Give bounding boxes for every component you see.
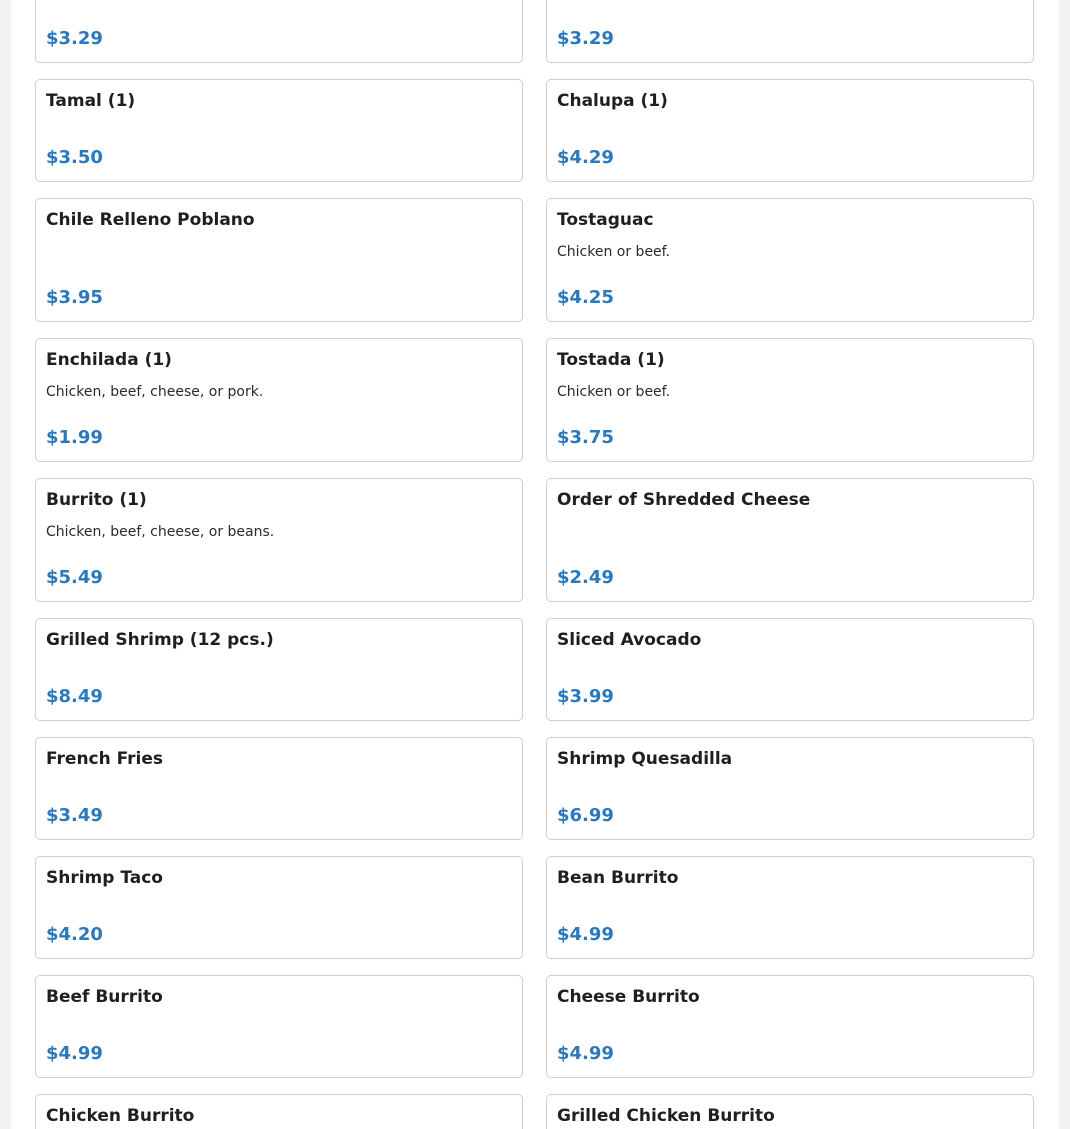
menu-item-name: Grilled Chicken Burrito: [557, 1106, 775, 1126]
menu-item-card[interactable]: [35, 737, 523, 840]
menu-item-price: $2.49: [557, 567, 614, 588]
menu-item-price: $3.49: [46, 805, 103, 826]
menu-item-description: Chicken, beef, cheese, or beans.: [46, 524, 275, 540]
menu-item-name: Tostada (1): [557, 350, 665, 370]
menu-item-name: Chile Relleno Poblano: [46, 210, 255, 230]
menu-item-name: Tostaguac: [557, 210, 654, 230]
menu-item-card[interactable]: [546, 856, 1034, 959]
menu-item-card[interactable]: [546, 618, 1034, 721]
menu-item-card[interactable]: [35, 1094, 523, 1129]
menu-item-name: Tamal (1): [46, 91, 136, 111]
menu-item-name: Beef Burrito: [46, 987, 163, 1007]
menu-item-name: Burrito (1): [46, 490, 147, 510]
menu-item-name: Chalupa (1): [557, 91, 668, 111]
menu-item-name: Chicken Burrito: [46, 1106, 195, 1126]
menu-grid: [35, 0, 1034, 1129]
menu-item-card[interactable]: [546, 198, 1034, 322]
menu-item-price: $3.29: [557, 28, 614, 49]
menu-item-price: $6.99: [557, 805, 614, 826]
menu-item-price: $3.75: [557, 427, 614, 448]
menu-item-price: $1.99: [46, 427, 103, 448]
menu-item-card[interactable]: [546, 1094, 1034, 1129]
menu-item-card[interactable]: [546, 975, 1034, 1078]
menu-item-card[interactable]: [35, 198, 523, 322]
menu-item-name: Order of Shredded Cheese: [557, 490, 811, 510]
menu-item-price: $4.25: [557, 287, 614, 308]
menu-item-name: Grilled Shrimp (12 pcs.): [46, 630, 274, 650]
menu-item-price: $4.99: [557, 1043, 614, 1064]
menu-item-card[interactable]: [35, 79, 523, 182]
menu-item-price: $4.20: [46, 924, 103, 945]
menu-item-price: $4.29: [557, 147, 614, 168]
menu-item-card[interactable]: [35, 618, 523, 721]
menu-item-description: Chicken, beef, cheese, or pork.: [46, 384, 264, 400]
menu-item-card[interactable]: [546, 478, 1034, 602]
menu-item-card[interactable]: [546, 79, 1034, 182]
menu-item-name: French Fries: [46, 749, 164, 769]
menu-item-card[interactable]: [35, 856, 523, 959]
menu-item-price: $4.99: [557, 924, 614, 945]
menu-item-price: $8.49: [46, 686, 103, 707]
menu-item-description: Chicken or beef.: [557, 384, 671, 400]
menu-item-price: $5.49: [46, 567, 103, 588]
menu-item-description: Chicken or beef.: [557, 244, 671, 260]
menu-item-card[interactable]: [35, 975, 523, 1078]
menu-page: [11, 0, 1059, 1129]
menu-item-name: Shrimp Taco: [46, 868, 163, 888]
menu-item-price: $3.99: [557, 686, 614, 707]
menu-item-price: $3.50: [46, 147, 103, 168]
menu-item-card[interactable]: [546, 338, 1034, 462]
menu-item-price: $4.99: [46, 1043, 103, 1064]
menu-item-name: Enchilada (1): [46, 350, 172, 370]
menu-item-name: Sliced Avocado: [557, 630, 702, 650]
menu-item-card[interactable]: [546, 737, 1034, 840]
menu-item-price: $3.95: [46, 287, 103, 308]
menu-item-name: Shrimp Quesadilla: [557, 749, 733, 769]
menu-item-name: Bean Burrito: [557, 868, 679, 888]
menu-item-card[interactable]: [35, 338, 523, 462]
menu-item-card[interactable]: [35, 478, 523, 602]
menu-item-card[interactable]: [35, 0, 523, 63]
menu-item-price: $3.29: [46, 28, 103, 49]
menu-item-card[interactable]: [546, 0, 1034, 63]
menu-item-name: Cheese Burrito: [557, 987, 700, 1007]
